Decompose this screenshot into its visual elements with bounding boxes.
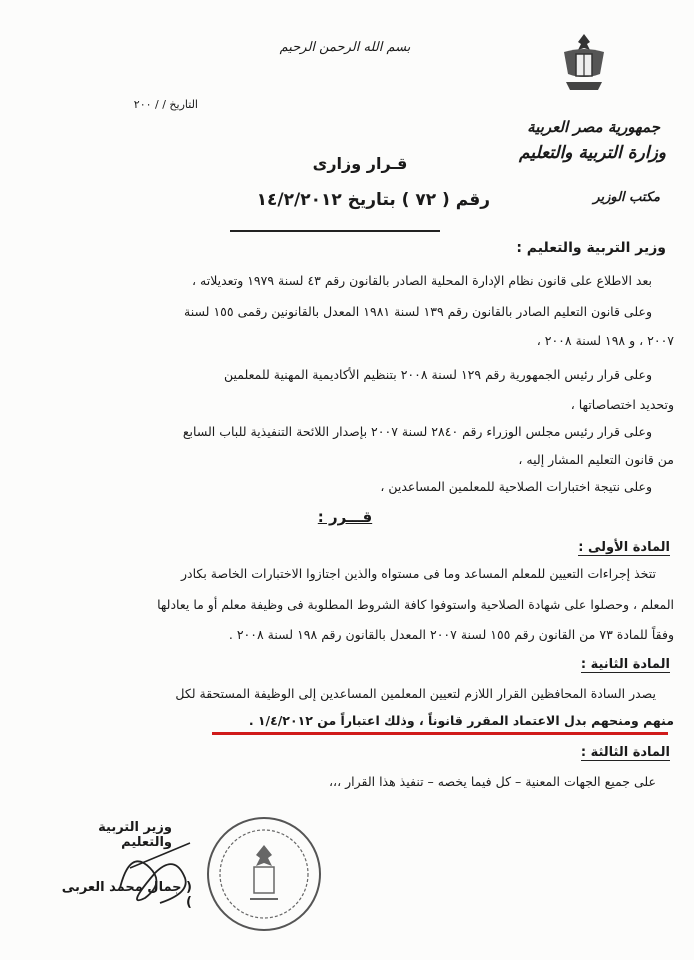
addressee: وزير التربية والتعليم :	[516, 240, 666, 256]
red-highlight-underline	[212, 732, 668, 735]
article-1-line-1: تتخذ إجراءات التعيين للمعلم المساعد وما فى مستواه والذين اجتازوا الاختبارات الخاصة بكادر	[181, 566, 656, 581]
basmala: بسم الله الرحمن الرحيم	[279, 40, 411, 55]
decides-heading: قـــرر :	[317, 508, 373, 526]
signature-title: وزير التربية والتعليم	[98, 820, 172, 850]
preamble-3a: وعلى قرار رئيس الجمهورية رقم ١٢٩ لسنة ٢٠٠٨ بتنظيم الأكاديمية المهنية للمعلمين	[223, 367, 652, 382]
preamble-2b: ٢٠٠٧ ، و ١٩٨ لسنة ٢٠٠٨ ،	[536, 333, 674, 348]
article-1-line-2: المعلم ، وحصلوا على شهادة الصلاحية واستوفوا كافة الشروط المطلوبة فى وظيفة معلم أو ما يعادلها	[157, 597, 674, 612]
title-underline	[230, 230, 440, 232]
date-line: التاريخ / / ٢٠٠	[133, 98, 198, 111]
article-2-heading: المادة الثانية :	[580, 657, 670, 672]
decision-number: رقم ( ٧٢ ) بتاريخ ١٤/٢/٢٠١٢	[256, 190, 490, 210]
preamble-5: وعلى نتيجة اختبارات الصلاحية للمعلمين المساعدين ،	[380, 479, 652, 494]
ministry-heading: وزارة التربية والتعليم	[519, 143, 666, 163]
article-1-line-3: وفقاً للمادة ٧٣ من القانون رقم ١٥٥ لسنة ٢٠٠٧ المعدل بالقانون رقم ١٩٨ لسنة ٢٠٠٨ .	[228, 627, 674, 642]
preamble-4b: من قانون التعليم المشار إليه ،	[518, 452, 674, 467]
preamble-2a: وعلى قانون التعليم الصادر بالقانون رقم ١٣٩ لسنة ١٩٨١ المعدل بالقانونين رقمى ١٥٥ لسنة	[184, 304, 652, 319]
decision-title: قـرار وزارى	[312, 154, 408, 173]
eagle-emblem-icon	[556, 30, 612, 100]
article-3-heading: المادة الثالثة :	[580, 745, 670, 760]
handwritten-signature	[100, 828, 220, 928]
article-2-line-2: منهم ومنحهم بدل الاعتماد المقرر قانوناً ، وذلك اعتباراً من ١/٤/٢٠١٢ .	[248, 713, 674, 728]
signature-name: ( جمال محمد العربى )	[61, 880, 192, 910]
preamble-4a: وعلى قرار رئيس مجلس الوزراء رقم ٢٨٤٠ لسنة ٢٠٠٧ بإصدار اللائحة التنفيذية للباب السابع	[182, 424, 652, 439]
official-seal-stamp	[205, 815, 323, 933]
office-heading: مكتب الوزير	[593, 190, 660, 205]
article-2-line-1: يصدر السادة المحافظين القرار اللازم لتعيين المعلمين المساعدين إلى الوظيفة المستحقة لكل	[175, 686, 656, 701]
preamble-3b: وتحديد اختصاصاتها ،	[570, 397, 674, 412]
article-3-line-1: على جميع الجهات المعنية – كل فيما يخصه – تنفيذ هذا القرار ،،،	[329, 774, 656, 789]
article-1-heading: المادة الأولى :	[578, 540, 670, 555]
preamble-1: بعد الاطلاع على قانون نظام الإدارة المحلية الصادر بالقانون رقم ٤٣ لسنة ١٩٧٩ وتعديلاته ،	[192, 273, 652, 288]
republic-heading: جمهورية مصر العربية	[527, 118, 660, 136]
